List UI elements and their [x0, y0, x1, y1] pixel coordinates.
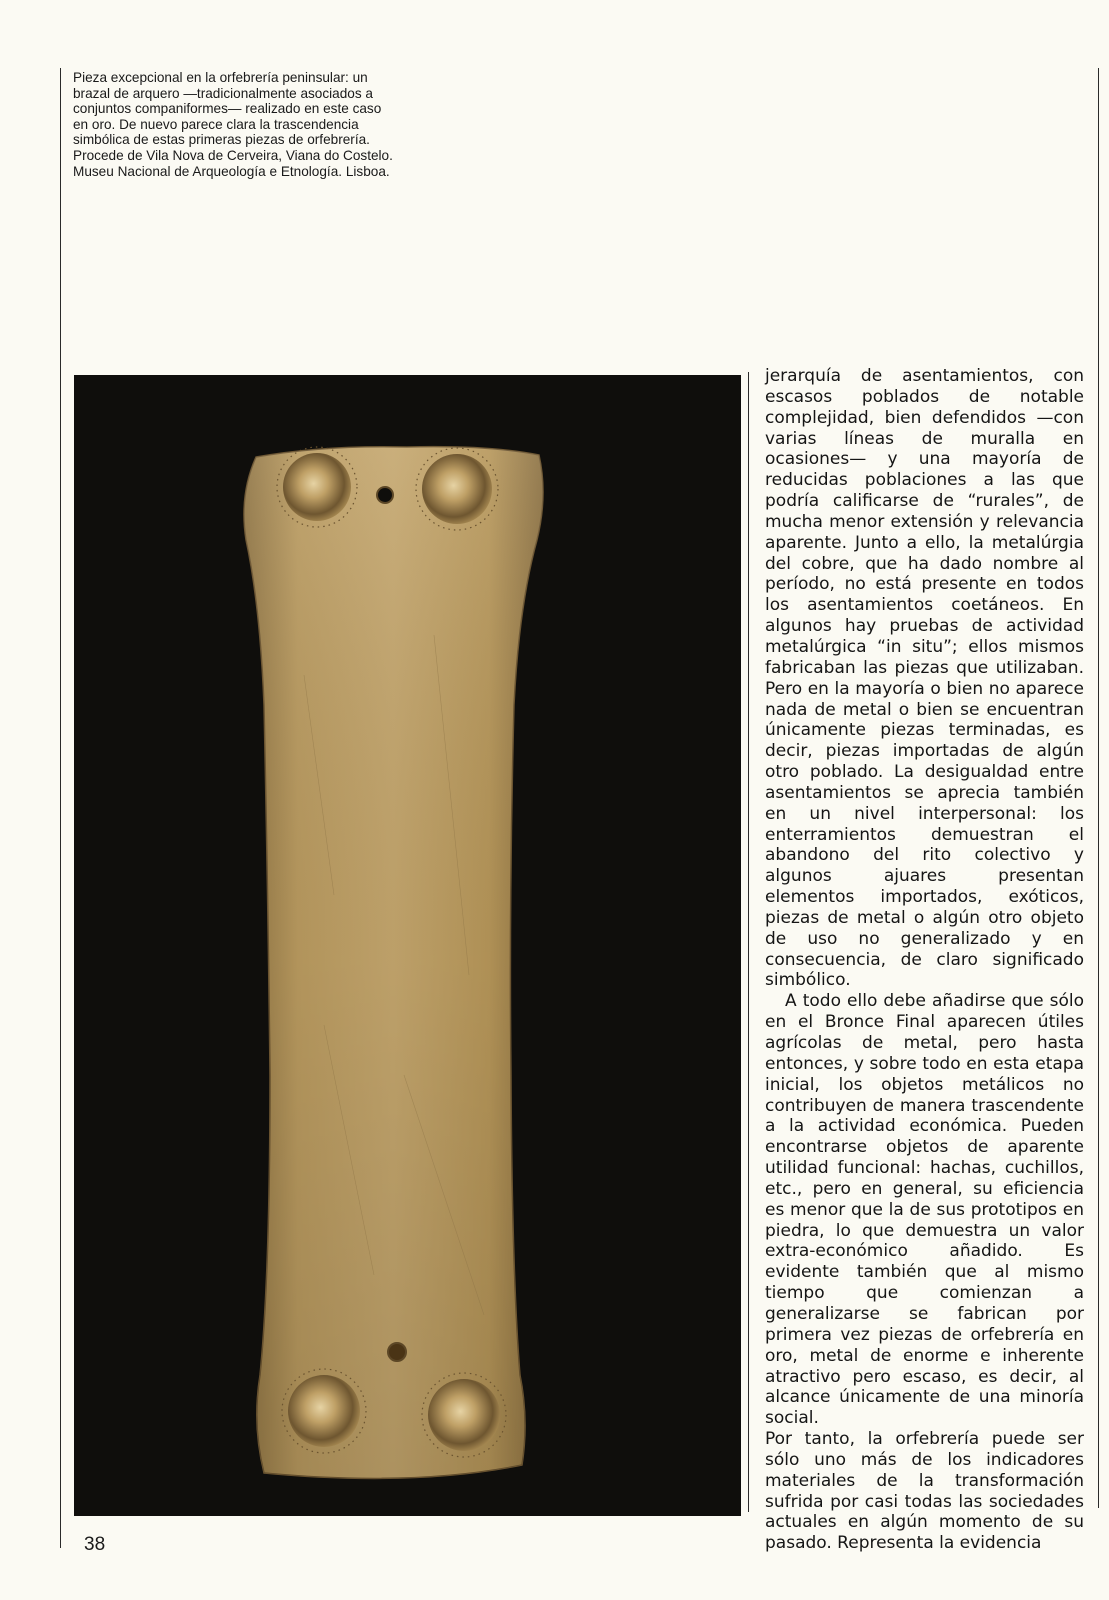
- body-paragraph-3: Por tanto, la orfebrería puede ser sólo uno más de los indicadores materiales de la transformación sufrida por casi todas las sociedades actuales en algún momento de su pasado. Representa la evidencia: [765, 1429, 1084, 1554]
- right-margin-rule: [1098, 68, 1099, 1508]
- body-paragraph-2: A todo ello debe añadirse que sólo en el Bronce Final aparecen útiles agrícolas de metal, pero hasta entonces, y sobre todo en esta etapa inicial, los objetos metálicos no contribuyen de manera trascendente a la actividad económica. Pueden encontrarse objetos de aparente utilidad funcional: hachas, cuchillos, etc., pero en general, su eficiencia es menor que la de sus prototipos en piedra, lo que demuestra un valor extra-económico añadido. Es evidente también que al mismo tiempo que comienzan a generalizarse se fabrican por primera vez piezas de orfebrería en oro, metal de enorme e inherente atractivo pero escaso, es decir, al alcance únicamente de una minoría social.: [765, 991, 1084, 1429]
- page-number: 38: [84, 1534, 106, 1555]
- body-column: [765, 366, 1084, 1554]
- left-margin-rule: [60, 68, 61, 1548]
- body-paragraph-1: jerarquía de asentamientos, con escasos poblados de notable complejidad, bien defendidos —con varias líneas de muralla en ocasiones— y una mayoría de reducidas poblaciones a las que podría calificarse de “rurales”, de mucha menor extensión y relevancia aparente. Junto a ello, la metalúrgia del cobre, que ha dado nombre al período, no está presente en todos los asentamientos coetáneos. En algunos hay pruebas de actividad metalúrgica “in situ”; ellos mismos fabricaban las piezas que utilizaban. Pero en la mayoría o bien no aparece nada de metal o bien se encuentran únicamente piezas terminadas, es decir, piezas importadas de algún otro poblado. La desigualdad entre asentamientos se aprecia también en un nivel interpersonal: los enterramientos demuestran el abandono del rito colectivo y algunos ajuares presentan elementos importados, exóticos, piezas de metal o algún otro objeto de uso no generalizado y en consecuencia, de claro significado simbólico.: [765, 366, 1084, 991]
- photo-caption: Pieza excepcional en la orfebrería peninsular: un brazal de arquero —tradicionalmente asociados a conjuntos companiformes— realizado en este caso en oro. De nuevo parece clara la trascendencia simbólica de estas primeras piezas de orfebrería. Procede de Vila Nova de Cerveira, Viana do Costelo. Museu Nacional de Arqueología e Etnología. Lisboa.: [73, 70, 393, 179]
- gold-bracer-illustration: [74, 375, 741, 1516]
- column-divider-rule: [748, 372, 749, 1512]
- gold-bracer-photo: [74, 375, 741, 1516]
